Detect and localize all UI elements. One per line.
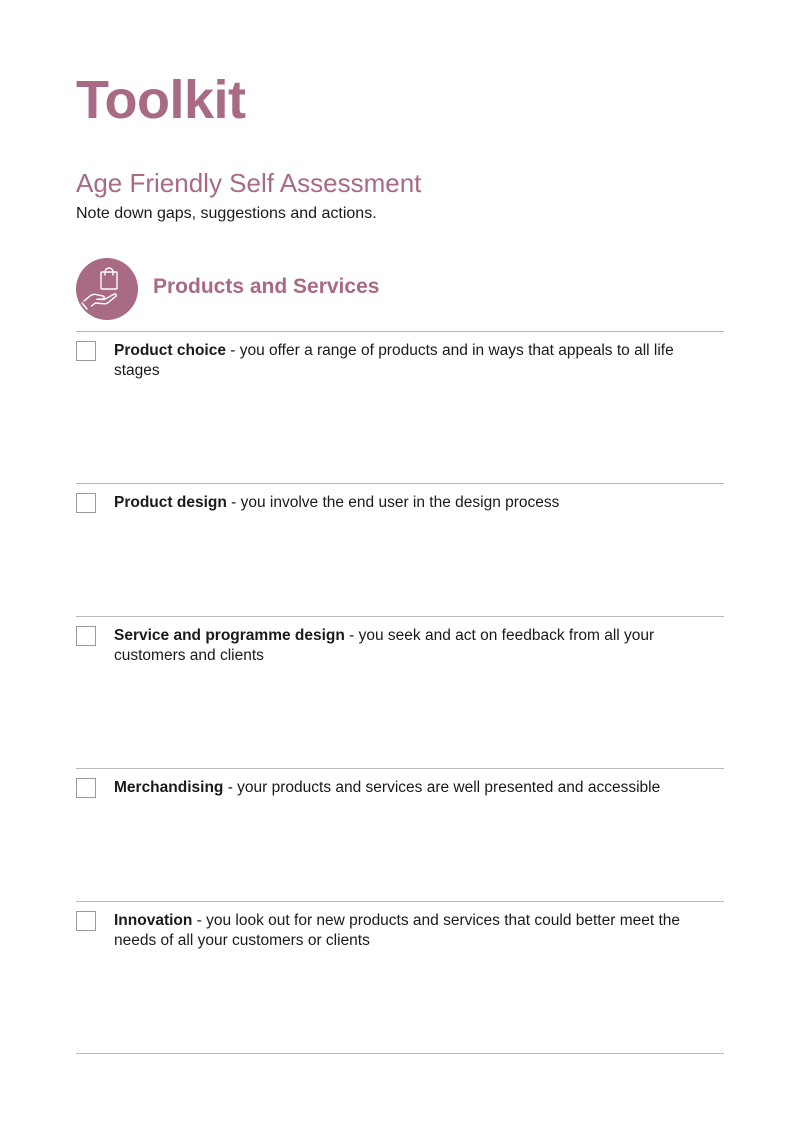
item-description: - you involve the end user in the design process	[226, 494, 560, 511]
item-name: Merchandising	[114, 779, 224, 796]
item-text	[114, 493, 722, 513]
item-description: - your products and services are well presented and accessible	[223, 779, 661, 796]
item-text	[114, 626, 722, 666]
item-description: - you look out for new products and services that could better meet the needs of all your customers or clients	[114, 912, 681, 949]
divider	[76, 768, 724, 769]
divider	[76, 616, 724, 617]
item-text	[114, 778, 722, 798]
checkbox[interactable]	[76, 778, 96, 798]
hand-shopping-bag-icon	[76, 258, 138, 320]
checkbox[interactable]	[76, 911, 96, 931]
checkbox[interactable]	[76, 493, 96, 513]
category-title: Products and Services	[153, 275, 380, 298]
item-text	[114, 341, 722, 381]
checkbox[interactable]	[76, 341, 96, 361]
divider	[76, 483, 724, 484]
item-name: Service and programme design	[114, 627, 345, 644]
item-description: - you seek and act on feedback from all your customers and clients	[114, 627, 655, 664]
section-heading: Age Friendly Self Assessment	[76, 168, 422, 198]
checkbox[interactable]	[76, 626, 96, 646]
divider	[76, 901, 724, 902]
section-subtitle: Note down gaps, suggestions and actions.	[76, 205, 377, 222]
divider	[76, 1053, 724, 1054]
item-name: Product design	[114, 494, 227, 511]
divider	[76, 331, 724, 332]
item-description: - you offer a range of products and in ways that appeals to all life stages	[114, 342, 674, 379]
item-name: Innovation	[114, 912, 193, 929]
item-text	[114, 911, 722, 951]
page-title: Toolkit	[76, 70, 246, 130]
item-name: Product choice	[114, 342, 226, 359]
